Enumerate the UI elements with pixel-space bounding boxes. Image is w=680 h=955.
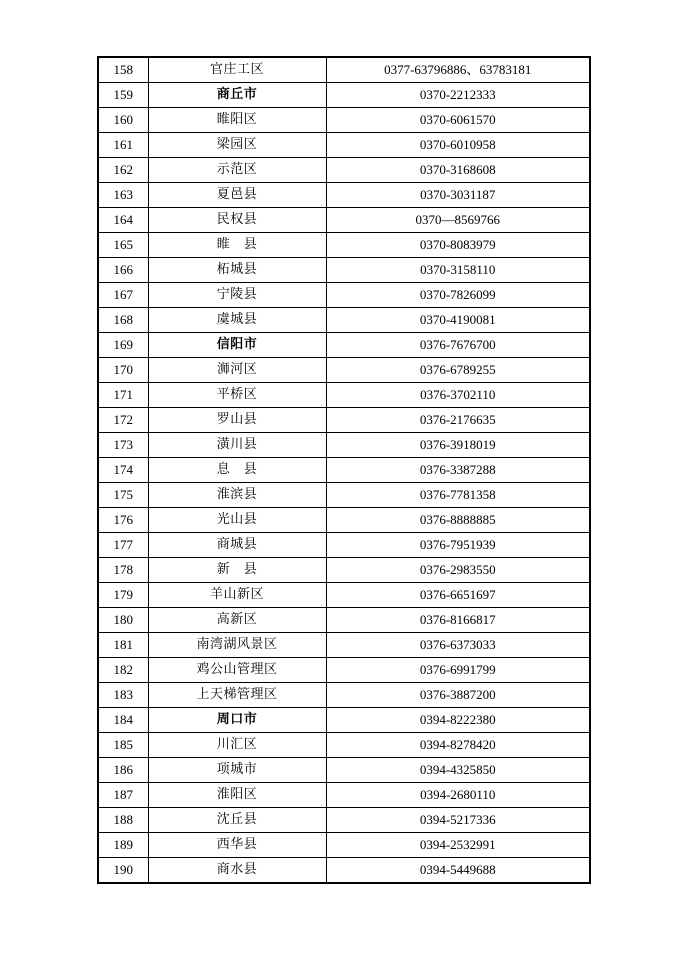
table-row <box>98 533 590 558</box>
table-row <box>98 233 590 258</box>
district-name-cell: 鸡公山管理区 <box>148 658 326 683</box>
table-row <box>98 808 590 833</box>
table-row <box>98 483 590 508</box>
row-number-cell: 162 <box>98 158 148 183</box>
phone-number-cell: 0376-2176635 <box>326 408 590 433</box>
phone-number-cell: 0370-7826099 <box>326 283 590 308</box>
table-row <box>98 783 590 808</box>
table-row <box>98 758 590 783</box>
district-name-cell: 梁园区 <box>148 133 326 158</box>
district-name-cell: 商城县 <box>148 533 326 558</box>
phone-number-cell: 0376-3887200 <box>326 683 590 708</box>
district-name-cell: 柘城县 <box>148 258 326 283</box>
row-number-cell: 169 <box>98 333 148 358</box>
row-number-cell: 182 <box>98 658 148 683</box>
phone-number-cell: 0370-3168608 <box>326 158 590 183</box>
district-name-cell: 商丘市 <box>148 83 326 108</box>
row-number-cell: 188 <box>98 808 148 833</box>
row-number-cell: 165 <box>98 233 148 258</box>
district-name-cell: 项城市 <box>148 758 326 783</box>
table-row-city <box>98 333 590 358</box>
district-name-cell: 光山县 <box>148 508 326 533</box>
district-name-cell: 罗山县 <box>148 408 326 433</box>
table-row <box>98 433 590 458</box>
row-number-cell: 186 <box>98 758 148 783</box>
district-name-cell: 睢 县 <box>148 233 326 258</box>
row-number-cell: 173 <box>98 433 148 458</box>
table-row <box>98 208 590 233</box>
row-number-cell: 189 <box>98 833 148 858</box>
district-name-cell: 官庄工区 <box>148 57 326 83</box>
row-number-cell: 163 <box>98 183 148 208</box>
phone-number-cell: 0394-8222380 <box>326 708 590 733</box>
row-number-cell: 168 <box>98 308 148 333</box>
district-name-cell: 羊山新区 <box>148 583 326 608</box>
row-number-cell: 181 <box>98 633 148 658</box>
row-number-cell: 166 <box>98 258 148 283</box>
phone-number-cell: 0370-8083979 <box>326 233 590 258</box>
phone-number-cell: 0370-3031187 <box>326 183 590 208</box>
phone-number-cell: 0376-8166817 <box>326 608 590 633</box>
phone-directory-table <box>97 56 591 884</box>
district-name-cell: 高新区 <box>148 608 326 633</box>
table-row <box>98 733 590 758</box>
district-name-cell: 周口市 <box>148 708 326 733</box>
table-row <box>98 358 590 383</box>
phone-number-cell: 0370-6010958 <box>326 133 590 158</box>
table-row <box>98 57 590 83</box>
row-number-cell: 159 <box>98 83 148 108</box>
district-name-cell: 浉河区 <box>148 358 326 383</box>
row-number-cell: 167 <box>98 283 148 308</box>
phone-number-cell: 0376-6651697 <box>326 583 590 608</box>
row-number-cell: 174 <box>98 458 148 483</box>
district-name-cell: 潢川县 <box>148 433 326 458</box>
table-row <box>98 633 590 658</box>
row-number-cell: 187 <box>98 783 148 808</box>
phone-number-cell: 0394-8278420 <box>326 733 590 758</box>
row-number-cell: 180 <box>98 608 148 633</box>
row-number-cell: 158 <box>98 57 148 83</box>
district-name-cell: 上天梯管理区 <box>148 683 326 708</box>
table-row <box>98 508 590 533</box>
district-name-cell: 夏邑县 <box>148 183 326 208</box>
phone-number-cell: 0394-5449688 <box>326 858 590 884</box>
table-row <box>98 608 590 633</box>
row-number-cell: 184 <box>98 708 148 733</box>
row-number-cell: 183 <box>98 683 148 708</box>
phone-number-cell: 0376-7781358 <box>326 483 590 508</box>
row-number-cell: 161 <box>98 133 148 158</box>
phone-number-cell: 0376-6373033 <box>326 633 590 658</box>
district-name-cell: 商水县 <box>148 858 326 884</box>
phone-number-cell: 0376-8888885 <box>326 508 590 533</box>
table-row <box>98 833 590 858</box>
table-row <box>98 858 590 884</box>
table-row <box>98 283 590 308</box>
district-name-cell: 新 县 <box>148 558 326 583</box>
district-name-cell: 平桥区 <box>148 383 326 408</box>
phone-number-cell: 0376-2983550 <box>326 558 590 583</box>
phone-number-cell: 0376-7676700 <box>326 333 590 358</box>
row-number-cell: 185 <box>98 733 148 758</box>
phone-number-cell: 0370—8569766 <box>326 208 590 233</box>
row-number-cell: 164 <box>98 208 148 233</box>
phone-number-cell: 0370-2212333 <box>326 83 590 108</box>
table-row <box>98 558 590 583</box>
phone-number-cell: 0394-2532991 <box>326 833 590 858</box>
row-number-cell: 175 <box>98 483 148 508</box>
district-name-cell: 淮阳区 <box>148 783 326 808</box>
phone-number-cell: 0377-63796886、63783181 <box>326 57 590 83</box>
table-row <box>98 183 590 208</box>
table-row <box>98 658 590 683</box>
row-number-cell: 171 <box>98 383 148 408</box>
table-body <box>98 57 590 883</box>
phone-number-cell: 0394-5217336 <box>326 808 590 833</box>
table-row <box>98 133 590 158</box>
phone-number-cell: 0376-3918019 <box>326 433 590 458</box>
phone-number-cell: 0394-2680110 <box>326 783 590 808</box>
district-name-cell: 睢阳区 <box>148 108 326 133</box>
table-row <box>98 158 590 183</box>
phone-number-cell: 0376-3702110 <box>326 383 590 408</box>
phone-number-cell: 0376-7951939 <box>326 533 590 558</box>
district-name-cell: 川汇区 <box>148 733 326 758</box>
phone-number-cell: 0370-4190081 <box>326 308 590 333</box>
phone-number-cell: 0370-6061570 <box>326 108 590 133</box>
district-name-cell: 淮滨县 <box>148 483 326 508</box>
row-number-cell: 177 <box>98 533 148 558</box>
district-name-cell: 虞城县 <box>148 308 326 333</box>
phone-number-cell: 0376-3387288 <box>326 458 590 483</box>
row-number-cell: 160 <box>98 108 148 133</box>
row-number-cell: 190 <box>98 858 148 884</box>
table-row <box>98 583 590 608</box>
table-row <box>98 258 590 283</box>
row-number-cell: 172 <box>98 408 148 433</box>
district-name-cell: 南湾湖风景区 <box>148 633 326 658</box>
district-name-cell: 民权县 <box>148 208 326 233</box>
table-row <box>98 683 590 708</box>
district-name-cell: 息 县 <box>148 458 326 483</box>
phone-number-cell: 0394-4325850 <box>326 758 590 783</box>
district-name-cell: 沈丘县 <box>148 808 326 833</box>
row-number-cell: 176 <box>98 508 148 533</box>
table-row <box>98 408 590 433</box>
table-row <box>98 308 590 333</box>
district-name-cell: 示范区 <box>148 158 326 183</box>
row-number-cell: 179 <box>98 583 148 608</box>
table-row <box>98 383 590 408</box>
phone-number-cell: 0376-6789255 <box>326 358 590 383</box>
district-name-cell: 信阳市 <box>148 333 326 358</box>
phone-number-cell: 0370-3158110 <box>326 258 590 283</box>
table-row-city <box>98 83 590 108</box>
table-row <box>98 108 590 133</box>
row-number-cell: 170 <box>98 358 148 383</box>
table-row <box>98 458 590 483</box>
row-number-cell: 178 <box>98 558 148 583</box>
district-name-cell: 西华县 <box>148 833 326 858</box>
phone-number-cell: 0376-6991799 <box>326 658 590 683</box>
district-name-cell: 宁陵县 <box>148 283 326 308</box>
table-row-city <box>98 708 590 733</box>
